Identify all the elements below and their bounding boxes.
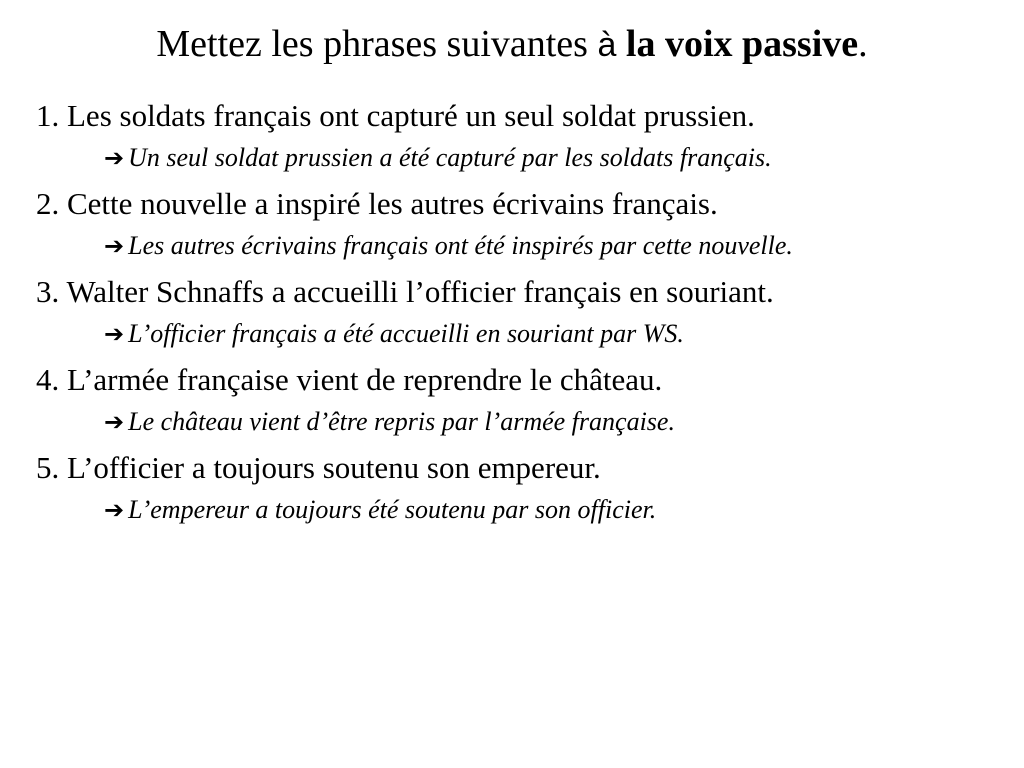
exercise-list [36,94,1011,534]
active-sentence-1: 1. Les soldats français ont capturé un seul soldat prussien. [36,98,755,133]
title-prefix: Mettez les phrases suivantes [156,23,598,65]
arrow-right-icon: ➔ [104,320,125,348]
exercise-item-5 [36,446,1011,530]
title-accent: à [597,26,617,64]
arrow-right-icon: ➔ [104,496,125,524]
title-suffix: . [858,23,868,65]
answer-text-5: L’empereur a toujours été soutenu par son officier. [128,495,657,524]
answer-text-3: L’officier français a été accueilli en souriant par WS. [128,319,684,348]
title-bold: la voix passive [616,23,859,65]
exercise-item-1 [36,94,1011,178]
arrow-right-icon: ➔ [104,408,125,436]
slide-title [0,20,1024,69]
passive-answer-5 [36,490,1011,530]
passive-answer-3 [36,314,1011,354]
exercise-item-2 [36,182,1011,266]
active-sentence-5: 5. L’officier a toujours soutenu son empereur. [36,450,601,485]
active-sentence-4: 4. L’armée française vient de reprendre le château. [36,362,663,397]
answer-text-2: Les autres écrivains français ont été inspirés par cette nouvelle. [128,231,793,260]
answer-text-1: Un seul soldat prussien a été capturé par les soldats français. [128,143,772,172]
arrow-right-icon: ➔ [104,144,125,172]
active-sentence-2: 2. Cette nouvelle a inspiré les autres écrivains français. [36,186,718,221]
arrow-right-icon: ➔ [104,232,125,260]
passive-answer-1 [36,138,1011,178]
exercise-item-4 [36,358,1011,442]
active-sentence-3: 3. Walter Schnaffs a accueilli l’officier français en souriant. [36,274,774,309]
passive-answer-2 [104,226,934,266]
exercise-item-3 [36,270,1011,354]
answer-text-4: Le château vient d’être repris par l’armée française. [128,407,675,436]
passive-answer-4 [36,402,1011,442]
